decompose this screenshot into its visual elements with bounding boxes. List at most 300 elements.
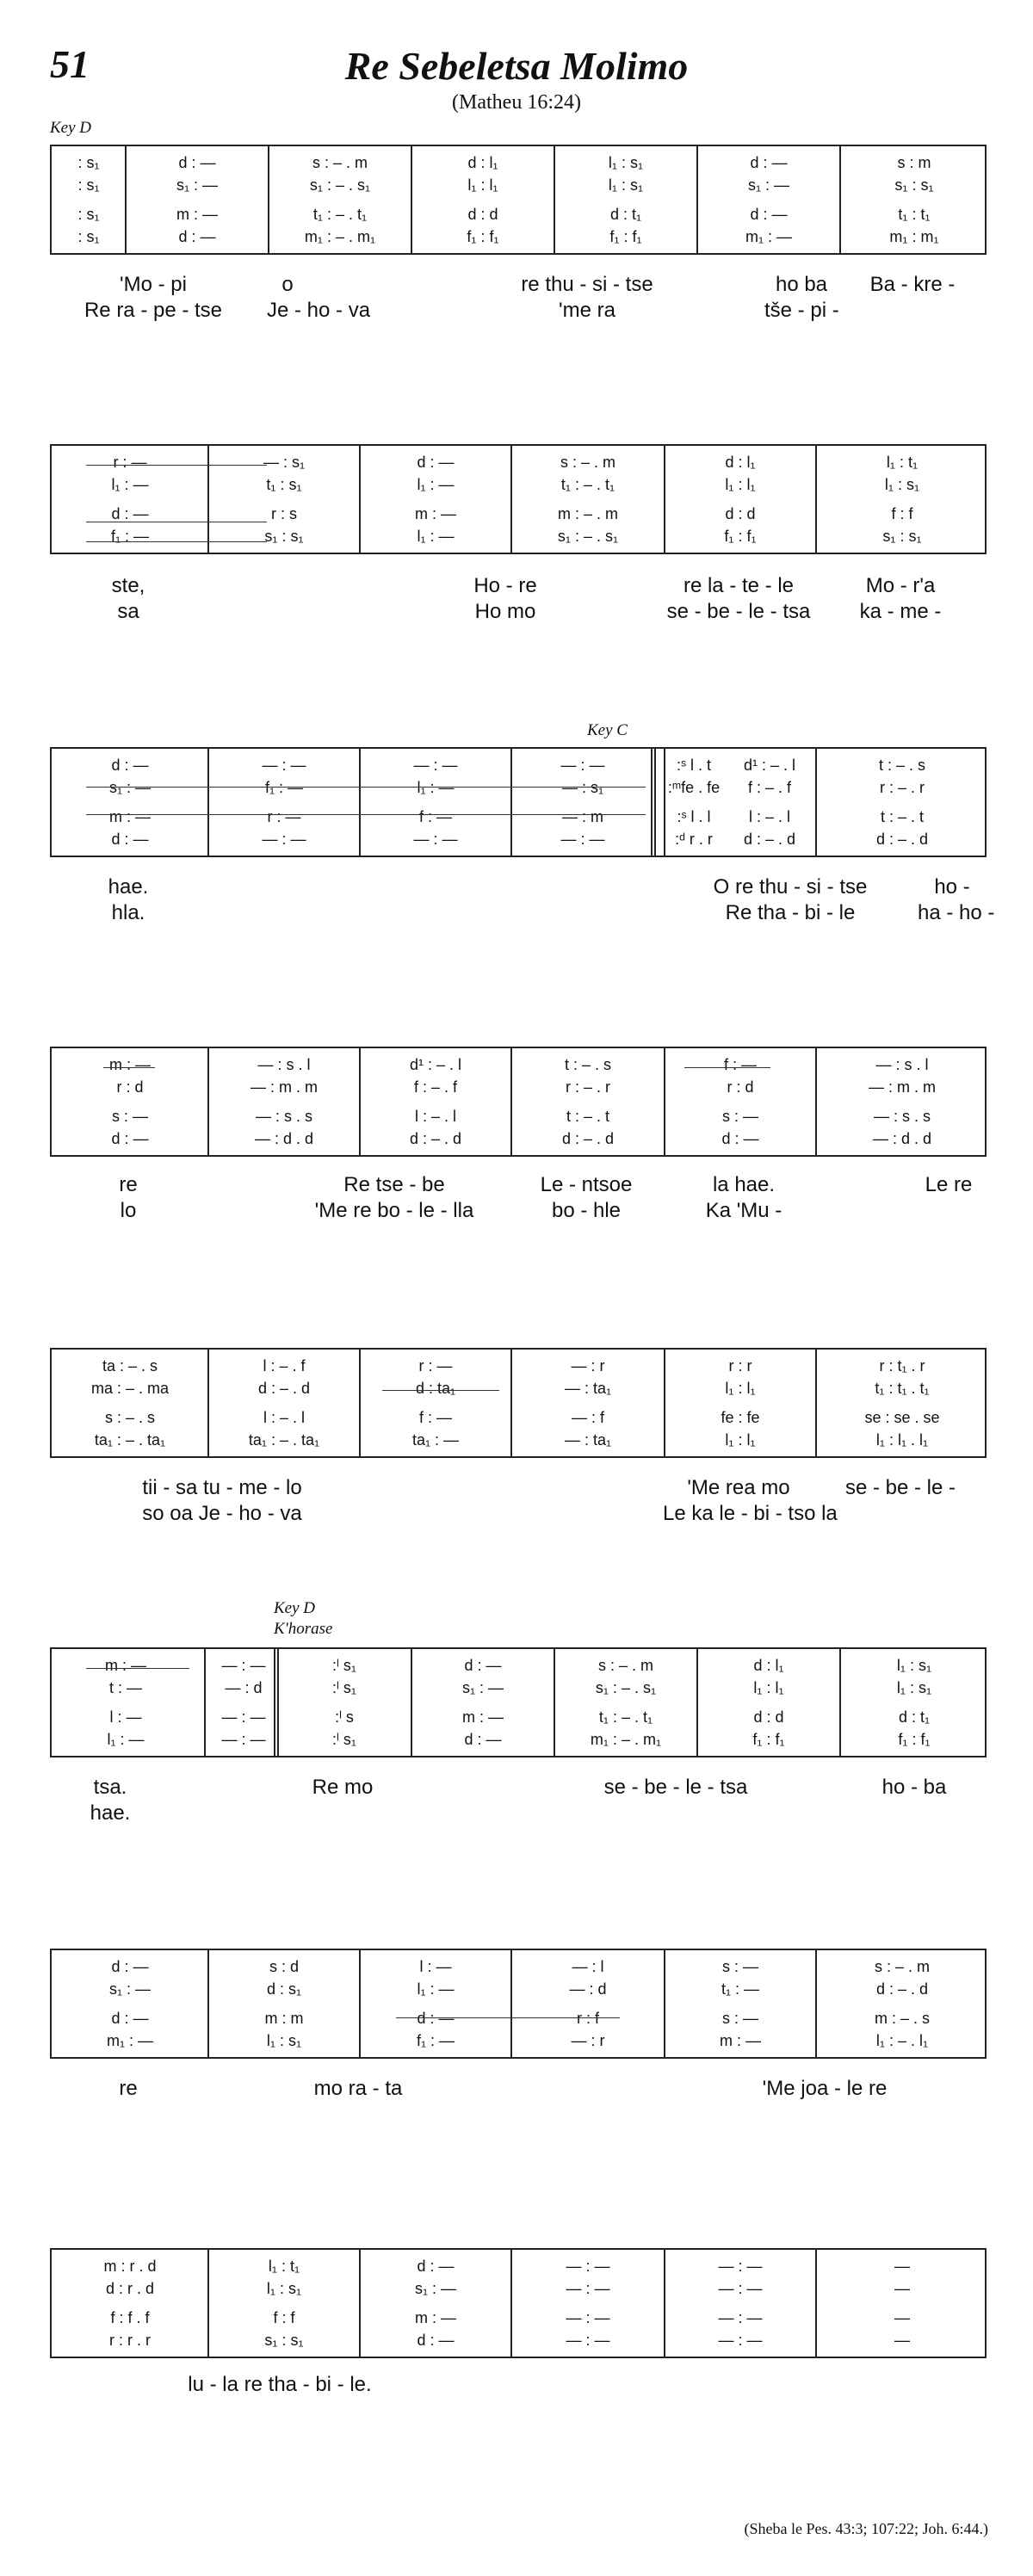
measure-cell: d : ta₁ <box>415 1380 456 1397</box>
hold-line <box>396 2017 620 2018</box>
lyric-line <box>50 1801 987 1826</box>
measure-cell: l₁ : — <box>417 779 455 796</box>
measure-cell: s₁ : – . s₁ <box>557 528 619 545</box>
voice-row <box>52 527 985 546</box>
measure-cell: t₁ : s₁ <box>266 476 302 493</box>
lyric-segment: re <box>119 2077 138 2100</box>
measure-cell: :ˡ s₁ <box>332 1657 356 1674</box>
lyric-segment: hae. <box>90 1801 131 1825</box>
lyric-segment: Ba - kre - <box>869 273 956 296</box>
measure-cell: — <box>894 2258 910 2275</box>
measure-cell: d : – . d <box>409 1130 462 1147</box>
measure-cell: f : – . f <box>413 1078 458 1096</box>
measure-cell: d : d <box>753 1708 784 1726</box>
measure-cell: d¹ : – . l <box>409 1056 462 1073</box>
measure-cell: d : — <box>111 505 149 522</box>
hold-line <box>382 1390 499 1391</box>
lyric-segment: tše - pi - <box>764 299 839 322</box>
lyric-segment: Le re <box>925 1173 973 1196</box>
voice-row <box>52 1107 985 1126</box>
measure-cell: l₁ : s₁ <box>266 2032 302 2049</box>
measure-cell: l : — <box>109 1708 142 1726</box>
measure-cell: f : — <box>418 1409 452 1426</box>
voice-row <box>52 1356 985 1375</box>
measure-cell: d : d <box>725 505 756 522</box>
measure-cell: f₁ : f₁ <box>898 1731 931 1748</box>
measure-cell: — : — <box>718 2280 763 2297</box>
measure-cell: l₁ : – . l₁ <box>875 2032 929 2049</box>
measure-cell: t₁ : – . t₁ <box>598 1708 653 1726</box>
voice-row <box>52 2331 985 2350</box>
measure-cell: — : s . s <box>873 1108 931 1125</box>
measure-cell: — : — <box>566 2332 610 2349</box>
measure-cell: t : – . s <box>564 1056 612 1073</box>
measure-cell: d¹ : – . l <box>743 757 796 774</box>
measure-cell: l₁ : — <box>417 1980 455 1998</box>
lyric-segment: lu - la re tha - bi - le. <box>188 2373 372 2396</box>
scripture-reference: (Sheba le Pes. 43:3; 107:22; Joh. 6:44.) <box>744 2520 988 2537</box>
measure-cell: s : d <box>269 1958 299 1975</box>
key-label: Key C <box>587 721 628 739</box>
lyric-segment: re <box>119 1173 138 1196</box>
measure-cell: m : — <box>415 2309 456 2326</box>
measure-cell: r : — <box>418 1357 453 1374</box>
lyric-segment: Je - ho - va <box>267 299 371 322</box>
measure-cell: m : — <box>109 808 151 825</box>
voice-row <box>52 830 985 849</box>
measure-cell: :ˢ l . l <box>677 808 711 825</box>
measure-cell: m : – . s <box>874 2010 930 2027</box>
lyric-segment: 'Me rea mo <box>687 1476 790 1499</box>
measure-cell: — : — <box>262 831 306 848</box>
measure-cell: s : — <box>721 1958 758 1975</box>
measure-cell: t₁ : — <box>721 1980 760 1998</box>
hold-line <box>86 787 646 788</box>
measure-cell: — : s . l <box>257 1056 311 1073</box>
measure-cell: m : — <box>109 1056 151 1073</box>
measure-cell: m₁ : m₁ <box>889 228 939 245</box>
measure-cell: r : t₁ . r <box>879 1357 925 1374</box>
lyric-segment: hla. <box>111 901 145 924</box>
measure-cell: s : — <box>721 2010 758 2027</box>
measure-cell: s₁ : – . s₁ <box>309 176 371 194</box>
measure-cell: d : — <box>750 206 788 223</box>
measure-cell: — : — <box>221 1708 266 1726</box>
measure-cell: s₁ : — <box>108 1980 152 1998</box>
measure-cell: — : s₁ <box>263 454 306 471</box>
measure-cell: — : l <box>572 1958 604 1975</box>
measure-cell: t : – . s <box>878 757 926 774</box>
key-label: Key D <box>50 119 92 137</box>
voice-row <box>52 756 985 775</box>
measure-cell: m₁ : — <box>745 228 793 245</box>
lyric-segment: re la - te - le <box>683 574 795 597</box>
measure-cell: l₁ : l₁ <box>725 476 756 493</box>
lyric-line <box>50 573 987 599</box>
measure-cell: f : – . f <box>747 779 792 796</box>
measure-cell: r : – . r <box>879 779 925 796</box>
measure-cell: — : f <box>571 1409 604 1426</box>
voice-row <box>52 453 985 472</box>
measure-cell: — : — <box>718 2309 763 2326</box>
voice-row <box>52 205 985 224</box>
measure-cell: r : — <box>113 454 147 471</box>
measure-cell: ma : – . ma <box>90 1380 170 1397</box>
measure-cell: t : – . t <box>880 808 925 825</box>
music-system <box>50 1647 987 1757</box>
measure-cell: — : m <box>562 808 603 825</box>
measure-cell: l₁ : l₁ <box>725 1380 756 1397</box>
measure-cell: m : m <box>264 2010 304 2027</box>
lyric-segment: re thu - si - tse <box>521 273 653 296</box>
measure-cell: d : – . d <box>561 1130 615 1147</box>
measure-cell: : s₁ <box>77 176 100 194</box>
measure-cell: — : — <box>566 2258 610 2275</box>
voice-row <box>52 1129 985 1148</box>
lyric-segment: lo <box>120 1199 137 1222</box>
lyric-segment: O re thu - si - tse <box>713 875 868 899</box>
measure-cell: s : — <box>111 1108 148 1125</box>
lyric-line <box>50 298 987 324</box>
chorus-label: K'horase <box>274 1620 333 1638</box>
measure-cell: ta₁ : — <box>411 1431 460 1449</box>
measure-cell: s₁ : s₁ <box>264 528 304 545</box>
measure-cell: d : l₁ <box>467 154 498 171</box>
measure-cell: s₁ : — <box>414 2280 457 2297</box>
measure-cell: d : — <box>111 1130 149 1147</box>
measure-cell: — : s₁ <box>561 779 604 796</box>
measure-cell: d : – . d <box>743 831 796 848</box>
measure-cell: d : – . d <box>875 831 929 848</box>
lyric-segment: ho ba <box>775 273 828 296</box>
voice-row <box>52 778 985 797</box>
hold-line <box>86 465 267 466</box>
measure-cell: f₁ : f₁ <box>752 1731 785 1748</box>
lyric-segment: Le - ntsoe <box>540 1173 633 1196</box>
measure-cell: t₁ : t₁ <box>898 206 931 223</box>
measure-cell: :ᵈ r . r <box>675 831 713 848</box>
measure-cell: l : – . l <box>414 1108 456 1125</box>
voice-row <box>52 1078 985 1096</box>
measure-cell: m : — <box>176 206 218 223</box>
measure-cell: l₁ : — <box>111 476 149 493</box>
measure-cell: f₁ : f₁ <box>467 228 499 245</box>
measure-cell: d : — <box>417 454 455 471</box>
voice-row <box>52 807 985 826</box>
measure-cell: d : t₁ <box>898 1708 931 1726</box>
lyric-segment: so oa Je - ho - va <box>142 1502 302 1525</box>
measure-cell: ta₁ : – . ta₁ <box>248 1431 320 1449</box>
measure-cell: f₁ : — <box>110 528 150 545</box>
measure-cell: — : — <box>718 2332 763 2349</box>
measure-cell: m : — <box>105 1657 146 1674</box>
measure-cell: d : — <box>111 2010 149 2027</box>
measure-cell: ta : – . s <box>102 1357 158 1374</box>
measure-cell: — : r <box>571 1357 605 1374</box>
measure-cell: f₁ : f₁ <box>724 528 757 545</box>
measure-cell: s₁ : — <box>108 779 152 796</box>
music-system <box>50 747 987 857</box>
measure-cell: d : – . d <box>257 1380 311 1397</box>
lyric-segment: tsa. <box>93 1776 127 1799</box>
measure-cell: m : — <box>415 505 456 522</box>
measure-cell: t₁ : – . t₁ <box>312 206 368 223</box>
measure-cell: l₁ : t₁ <box>268 2258 300 2275</box>
lyric-segment: Ho mo <box>474 600 536 623</box>
music-system <box>50 2248 987 2358</box>
measure-cell: s : — <box>721 1108 758 1125</box>
hold-line <box>86 814 646 815</box>
measure-cell: ta₁ : – . ta₁ <box>94 1431 166 1449</box>
voice-row <box>52 2257 985 2276</box>
measure-cell: l₁ : s₁ <box>896 1679 932 1696</box>
measure-cell: d : — <box>417 2332 455 2349</box>
voice-row <box>52 2009 985 2028</box>
measure-cell: f : f . f <box>110 2309 150 2326</box>
measure-cell: d : — <box>178 228 216 245</box>
measure-cell: — : m . m <box>251 1078 318 1096</box>
measure-cell: d : — <box>417 2010 455 2027</box>
measure-cell: — : ta₁ <box>564 1431 612 1449</box>
measure-cell: : s₁ <box>77 206 100 223</box>
measure-cell: r : d <box>727 1078 754 1096</box>
measure-cell: — : r <box>571 2032 605 2049</box>
measure-cell: l₁ : l₁ <box>467 176 498 194</box>
measure-cell: d : — <box>111 1958 149 1975</box>
measure-cell: r : s <box>271 505 297 522</box>
measure-cell: m : – . m <box>557 505 618 522</box>
measure-cell: d : — <box>111 831 149 848</box>
voice-row <box>52 1708 985 1727</box>
lyric-line <box>50 1172 987 1198</box>
measure-cell: s : – . s <box>104 1409 156 1426</box>
lyric-segment: ho - <box>934 875 970 899</box>
voice-row <box>52 2031 985 2050</box>
lyric-segment: Mo - r'a <box>865 574 936 597</box>
measure-cell: d : — <box>464 1657 502 1674</box>
measure-cell: — : — <box>560 831 605 848</box>
lyric-segment: bo - hle <box>551 1199 622 1222</box>
measure-cell: d : d <box>467 206 498 223</box>
voice-row <box>52 475 985 494</box>
measure-cell: s : m <box>897 154 931 171</box>
lyric-line <box>50 2372 987 2398</box>
lyric-segment: Ho - re <box>473 574 537 597</box>
measure-cell: t₁ : – . t₁ <box>560 476 615 493</box>
measure-cell: s₁ : — <box>747 176 790 194</box>
measure-cell: t : — <box>108 1679 142 1696</box>
measure-cell: l₁ : l₁ . l₁ <box>875 1431 929 1449</box>
voice-row <box>52 1408 985 1427</box>
measure-cell: f₁ : — <box>264 779 304 796</box>
measure-cell: s : – . m <box>597 1657 653 1674</box>
measure-cell: l₁ : s₁ <box>266 2280 302 2297</box>
measure-cell: f : f <box>891 505 913 522</box>
measure-cell: — : — <box>566 2309 610 2326</box>
measure-cell: :ˢ l . t <box>676 757 712 774</box>
lyric-line <box>50 599 987 625</box>
measure-cell: s₁ : s₁ <box>264 2332 304 2349</box>
lyric-line <box>50 272 987 298</box>
measure-cell: m : — <box>720 2032 761 2049</box>
measure-cell: d : l₁ <box>725 454 756 471</box>
measure-cell: m₁ : — <box>106 2032 154 2049</box>
hold-line <box>86 541 267 542</box>
hymn-title: Re Sebeletsa Molimo <box>344 44 689 88</box>
measure-cell: r : r <box>728 1357 752 1374</box>
measure-cell: m₁ : – . m₁ <box>590 1731 662 1748</box>
measure-cell: — : — <box>221 1731 266 1748</box>
measure-cell: r : r . r <box>109 2332 151 2349</box>
measure-cell: r : f <box>577 2010 599 2027</box>
measure-cell: f : f <box>273 2309 295 2326</box>
measure-cell: — : d . d <box>254 1130 314 1147</box>
measure-cell: :ˡ s₁ <box>332 1731 356 1748</box>
measure-cell: l₁ : s₁ <box>608 154 644 171</box>
measure-cell: — : m . m <box>869 1078 936 1096</box>
voice-row <box>52 1379 985 1398</box>
measure-cell: f₁ : f₁ <box>609 228 642 245</box>
measure-cell: l : – . l <box>748 808 790 825</box>
measure-cell: s : – . m <box>312 154 368 171</box>
measure-cell: — : — <box>413 831 458 848</box>
measure-cell: r : d <box>116 1078 144 1096</box>
hold-line <box>684 1067 770 1068</box>
measure-cell: :ˡ s₁ <box>332 1679 356 1696</box>
measure-cell: r : — <box>267 808 301 825</box>
measure-cell: m₁ : – . m₁ <box>304 228 376 245</box>
measure-cell: s₁ : — <box>176 176 219 194</box>
voice-row <box>52 227 985 246</box>
voice-row <box>52 1980 985 1998</box>
measure-cell: l : – . f <box>263 1357 306 1374</box>
hymn-number: 51 <box>50 42 90 86</box>
measure-cell: — : s . l <box>875 1056 929 1073</box>
hold-line <box>86 1668 189 1669</box>
hymn-subtitle: (Matheu 16:24) <box>452 91 581 114</box>
voice-row <box>52 2308 985 2327</box>
lyric-segment: hae. <box>108 875 149 899</box>
measure-cell: fe : fe <box>721 1409 760 1426</box>
measure-cell: l₁ : s₁ <box>896 1657 932 1674</box>
measure-cell: — : s . s <box>255 1108 312 1125</box>
measure-cell: l₁ : — <box>417 528 455 545</box>
measure-cell: — <box>894 2280 910 2297</box>
music-system <box>50 145 987 255</box>
music-system <box>50 1949 987 2059</box>
measure-cell: :ᵐfe . fe <box>667 779 721 796</box>
measure-cell: d : t₁ <box>609 206 642 223</box>
voice-row <box>52 1055 985 1074</box>
measure-cell: d : — <box>178 154 216 171</box>
lyric-segment: ste, <box>111 574 145 597</box>
measure-cell: d : — <box>111 757 149 774</box>
measure-cell: d : – . d <box>875 1980 929 1998</box>
measure-cell: d : s₁ <box>266 1980 302 1998</box>
measure-cell: r : – . r <box>565 1078 610 1096</box>
measure-cell: — : — <box>262 757 306 774</box>
measure-cell: se : se . se <box>864 1409 940 1426</box>
measure-cell: f : — <box>418 808 452 825</box>
lyric-segment: ha - ho - <box>918 901 995 924</box>
measure-cell: l : — <box>419 1958 452 1975</box>
lyric-segment: Re mo <box>312 1776 374 1799</box>
measure-cell: l : – . l <box>263 1409 305 1426</box>
lyric-segment: la hae. <box>712 1173 776 1196</box>
measure-cell: s₁ : – . s₁ <box>595 1679 657 1696</box>
lyric-segment: se - be - le - tsa <box>603 1776 748 1799</box>
lyric-segment: Le ka le - bi - tso la <box>663 1502 838 1525</box>
measure-cell: f : — <box>723 1056 757 1073</box>
lyric-segment: Re tha - bi - le <box>725 901 856 924</box>
lyric-segment: ho - ba <box>881 1776 947 1799</box>
measure-cell: — : d . d <box>872 1130 932 1147</box>
lyric-segment: se - be - le - <box>844 1476 956 1499</box>
lyric-segment: Re ra - pe - tse <box>84 299 223 322</box>
measure-cell: d : — <box>721 1130 759 1147</box>
lyric-segment: sa <box>117 600 139 623</box>
measure-cell: : s₁ <box>77 228 100 245</box>
lyric-segment: mo ra - ta <box>313 2077 403 2100</box>
measure-cell: l₁ : — <box>107 1731 145 1748</box>
voice-row <box>52 1430 985 1449</box>
voice-row <box>52 1730 985 1749</box>
measure-cell: l₁ : s₁ <box>884 476 920 493</box>
measure-cell: — : — <box>718 2258 763 2275</box>
measure-cell: f₁ : — <box>416 2032 455 2049</box>
measure-cell: m : r . d <box>103 2258 157 2275</box>
measure-cell: l₁ : l₁ <box>753 1679 784 1696</box>
measure-cell: d : — <box>464 1731 502 1748</box>
lyric-segment: Re tse - be <box>343 1173 445 1196</box>
lyric-segment: ka - me - <box>859 600 942 623</box>
measure-cell: s₁ : s₁ <box>882 528 922 545</box>
measure-cell: — : d <box>569 1980 607 1998</box>
measure-cell: m : — <box>462 1708 504 1726</box>
lyric-segment: 'Me re bo - le - lla <box>314 1199 474 1222</box>
measure-cell: :ˡ s <box>335 1708 354 1726</box>
measure-cell: s₁ : s₁ <box>894 176 934 194</box>
lyric-segment: o <box>281 273 294 296</box>
lyric-line <box>50 900 995 926</box>
measure-cell: t₁ : t₁ . t₁ <box>875 1380 930 1397</box>
measure-cell: d : l₁ <box>753 1657 784 1674</box>
music-system <box>50 444 987 554</box>
measure-cell: — : — <box>560 757 605 774</box>
lyric-line <box>50 2076 987 2102</box>
measure-cell: d : — <box>417 2258 455 2275</box>
music-system <box>50 1348 987 1458</box>
lyric-line <box>50 874 987 900</box>
measure-cell: — : d <box>225 1679 263 1696</box>
voice-row <box>52 504 985 523</box>
measure-cell: s : – . m <box>874 1958 930 1975</box>
lyric-line <box>50 1775 987 1801</box>
voice-row <box>52 1656 985 1675</box>
hold-line <box>103 1067 155 1068</box>
measure-cell: s : – . m <box>560 454 615 471</box>
lyric-segment: 'me ra <box>559 299 615 322</box>
voice-row <box>52 2279 985 2298</box>
measure-cell: l₁ : l₁ <box>725 1431 756 1449</box>
voice-row <box>52 1678 985 1697</box>
measure-cell: : s₁ <box>77 154 100 171</box>
measure-cell: — : — <box>221 1657 266 1674</box>
voice-row <box>52 1957 985 1976</box>
measure-cell: — : ta₁ <box>564 1380 612 1397</box>
lyric-segment: 'Me joa - le re <box>762 2077 888 2100</box>
measure-cell: d : r . d <box>105 2280 155 2297</box>
